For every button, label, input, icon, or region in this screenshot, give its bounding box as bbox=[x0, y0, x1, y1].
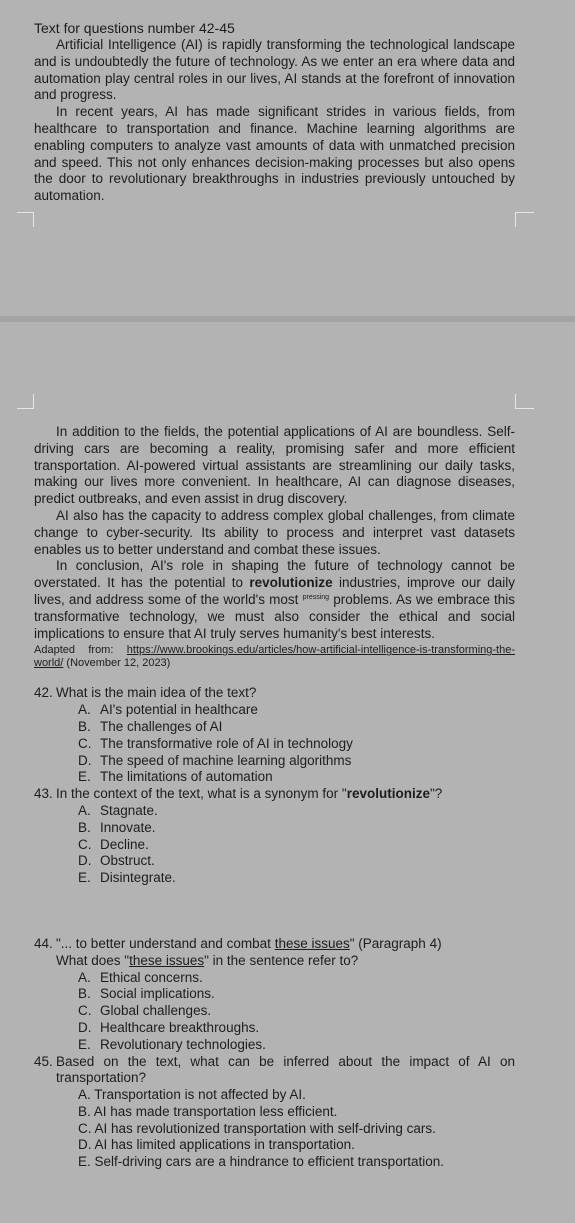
source-link[interactable]: https://www.brookings.edu/articles/how-artificial-intelligence-is-transforming-the-world/ bbox=[34, 644, 515, 670]
option-letter: D. bbox=[78, 1019, 92, 1035]
page-1-content bbox=[34, 20, 515, 205]
source-prefix: Adapted from: bbox=[34, 644, 127, 657]
annotation-pressing: pressing bbox=[302, 593, 330, 601]
keyword-revolutionize: revolutionize bbox=[346, 786, 430, 802]
option-text: AI has revolutionized transportation with self-driving cars. bbox=[94, 1120, 436, 1136]
question-text-part: "... to better understand and combat bbox=[56, 935, 275, 951]
option-text: Transportation is not affected by AI. bbox=[94, 1087, 306, 1103]
option[interactable] bbox=[78, 803, 515, 820]
question-42-options bbox=[34, 702, 515, 786]
option-text: Ethical concerns. bbox=[100, 969, 203, 985]
question-42 bbox=[34, 685, 515, 786]
option[interactable] bbox=[78, 1121, 515, 1138]
option[interactable] bbox=[78, 837, 515, 854]
option-letter: D. bbox=[78, 853, 92, 869]
page-2 bbox=[0, 322, 575, 1223]
paragraph-1: Artificial Intelligence (AI) is rapidly transforming the technological landscape and is undoubtedly the future of technology. As we enter an era where data and automation play central roles in our lives, AI stands at the forefront of innovation and progress. bbox=[34, 37, 515, 103]
option-text: AI has made transportation less efficient. bbox=[93, 1103, 338, 1119]
option[interactable] bbox=[78, 1020, 515, 1037]
question-45 bbox=[34, 1054, 515, 1172]
option-letter: A. bbox=[78, 802, 91, 818]
option[interactable] bbox=[78, 736, 515, 753]
option-letter: C. bbox=[78, 1120, 92, 1136]
question-45-options bbox=[34, 1087, 515, 1171]
option[interactable] bbox=[78, 1003, 515, 1020]
page-corner-mark bbox=[515, 212, 534, 227]
question-text bbox=[56, 936, 515, 970]
option-text: Self-driving cars are a hindrance to efficient transportation. bbox=[94, 1154, 444, 1170]
page-2-content bbox=[34, 424, 515, 1171]
option-letter: D. bbox=[78, 1137, 92, 1153]
option-text: Obstruct. bbox=[100, 853, 155, 869]
option-letter: A. bbox=[78, 702, 91, 718]
page-1 bbox=[0, 0, 575, 316]
option-letter: B. bbox=[78, 718, 91, 734]
question-44 bbox=[34, 936, 515, 1054]
option-text: Decline. bbox=[100, 836, 149, 852]
option[interactable] bbox=[78, 702, 515, 719]
option-text: Revolutionary technologies. bbox=[100, 1036, 266, 1052]
option-text: Global challenges. bbox=[100, 1003, 212, 1019]
option-letter: C. bbox=[78, 836, 92, 852]
option-letter: E. bbox=[78, 1036, 91, 1052]
question-43-options bbox=[34, 803, 515, 887]
option[interactable] bbox=[78, 1037, 515, 1054]
option[interactable] bbox=[78, 870, 515, 887]
question-43-stem bbox=[34, 786, 515, 803]
option-text: The challenges of AI bbox=[100, 718, 223, 734]
passage-heading: Text for questions number 42-45 bbox=[34, 20, 235, 36]
question-text bbox=[56, 786, 515, 803]
source-date: (November 12, 2023) bbox=[63, 657, 171, 670]
option[interactable] bbox=[78, 1154, 515, 1171]
question-43 bbox=[34, 786, 515, 887]
paragraph-2: In recent years, AI has made significant strides in various fields, from healthcare to transportation and finance. Machine learning algorithms are enabling computers to analyze vast amounts of data with unmatched precision and speed. This not only enhances decision-making processes but also opens the door to revolutionary breakthroughs in industries previously untouched by automation. bbox=[34, 104, 515, 204]
source-citation bbox=[34, 644, 515, 670]
page-corner-mark bbox=[17, 394, 34, 409]
option[interactable] bbox=[78, 1104, 515, 1121]
paragraph-4: AI also has the capacity to address complex global challenges, from climate change to cyber-security. Its ability to process and interpret vast datasets enables us to better understand and combat these issues. bbox=[34, 507, 515, 557]
option-text: The transformative role of AI in technology bbox=[100, 735, 353, 751]
keyword-revolutionize: revolutionize bbox=[249, 575, 333, 591]
paragraph-3: In addition to the fields, the potential applications of AI are boundless. Self-driving cars are becoming a reality, promising safer and more efficient transportation. AI-powered virtual assistants are streamlining our daily tasks, making our lives more convenient. In healthcare, AI can diagnose diseases, predict outbreaks, and even assist in drug discovery. bbox=[34, 424, 515, 507]
option[interactable] bbox=[78, 719, 515, 736]
paragraph-5 bbox=[34, 558, 515, 642]
option[interactable] bbox=[78, 1087, 515, 1104]
question-number: 45. bbox=[34, 1053, 53, 1069]
option-letter: A. bbox=[78, 1087, 91, 1103]
question-text-part: "? bbox=[429, 786, 443, 802]
question-44-options bbox=[34, 970, 515, 1054]
question-text-part: " (Paragraph 4) bbox=[349, 935, 442, 951]
option[interactable] bbox=[78, 753, 515, 770]
paragraph-5-part-c: problems. As we embrace this transformative technology, we must also consider the ethical and social implications to ensure that AI truly serves humanity's best interests. bbox=[34, 591, 516, 641]
question-45-stem bbox=[34, 1054, 515, 1088]
underlined-phrase: these issues bbox=[129, 952, 205, 968]
option-text: AI has limited applications in transportation. bbox=[94, 1137, 355, 1153]
option-letter: B. bbox=[78, 986, 91, 1002]
option-letter: A. bbox=[78, 969, 91, 985]
question-number: 43. bbox=[34, 786, 53, 802]
question-text-part: " in the sentence refer to? bbox=[204, 952, 359, 968]
option-letter: C. bbox=[78, 1003, 92, 1019]
option[interactable] bbox=[78, 853, 515, 870]
question-number: 44. bbox=[34, 935, 53, 951]
option[interactable] bbox=[78, 769, 515, 786]
paragraph-5-part-a: In conclusion, AI's role in shaping the future of technology cannot be overstated. It has the potential to bbox=[34, 558, 515, 591]
option-letter: E. bbox=[78, 769, 91, 785]
page-corner-mark bbox=[17, 212, 34, 227]
option-letter: E. bbox=[78, 870, 91, 886]
option-letter: B. bbox=[78, 819, 91, 835]
option-letter: E. bbox=[78, 1154, 91, 1170]
option-text: Healthcare breakthroughs. bbox=[100, 1019, 260, 1035]
option[interactable] bbox=[78, 970, 515, 987]
option[interactable] bbox=[78, 820, 515, 837]
option-letter: D. bbox=[78, 752, 92, 768]
question-text-part: In the context of the text, what is a synonym for " bbox=[56, 786, 347, 802]
question-44-stem bbox=[34, 936, 515, 970]
question-42-stem bbox=[34, 685, 515, 702]
page-corner-mark bbox=[515, 394, 534, 409]
question-text: What is the main idea of the text? bbox=[56, 685, 257, 701]
option-text: Disintegrate. bbox=[100, 870, 176, 886]
option-letter: C. bbox=[78, 735, 92, 751]
option-letter: B. bbox=[78, 1103, 91, 1119]
option[interactable] bbox=[78, 986, 515, 1003]
question-text-part: What does " bbox=[56, 952, 130, 968]
option-text: Stagnate. bbox=[100, 802, 158, 818]
underlined-phrase: these issues bbox=[274, 935, 350, 951]
question-text: Based on the text, what can be inferred about the impact of AI on transportation? bbox=[56, 1053, 515, 1086]
option-text: The limitations of automation bbox=[100, 769, 273, 785]
option-text: Innovate. bbox=[100, 819, 156, 835]
option[interactable] bbox=[78, 1137, 515, 1154]
option-text: The speed of machine learning algorithms bbox=[100, 752, 352, 768]
paragraph-5-part-b: industries, improve our daily lives, and address some of the world's most bbox=[34, 575, 515, 607]
option-text: AI's potential in healthcare bbox=[100, 702, 258, 718]
question-number: 42. bbox=[34, 685, 53, 701]
option-text: Social implications. bbox=[100, 986, 215, 1002]
